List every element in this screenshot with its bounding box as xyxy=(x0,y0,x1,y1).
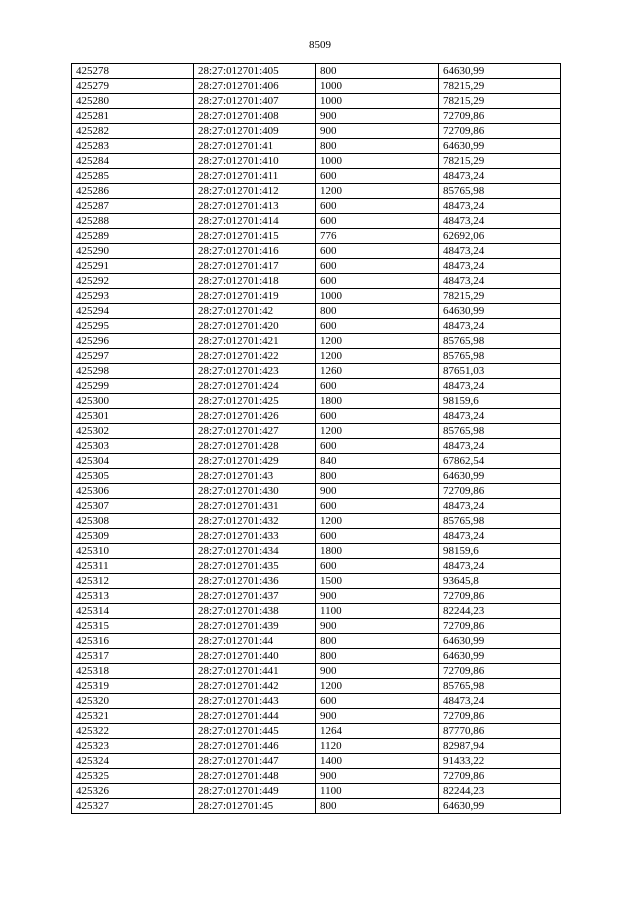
record-number-cell: 425318 xyxy=(72,664,194,679)
record-number-cell: 425280 xyxy=(72,94,194,109)
area-cell: 1000 xyxy=(316,154,439,169)
value-cell: 72709,86 xyxy=(439,619,561,634)
area-cell: 1800 xyxy=(316,394,439,409)
record-number-cell: 425312 xyxy=(72,574,194,589)
table-row xyxy=(72,79,561,94)
cadastral-number-cell: 28:27:012701:405 xyxy=(194,64,316,79)
area-cell: 900 xyxy=(316,109,439,124)
value-cell: 82244,23 xyxy=(439,604,561,619)
record-number-cell: 425311 xyxy=(72,559,194,574)
record-number-cell: 425289 xyxy=(72,229,194,244)
table-row xyxy=(72,124,561,139)
area-cell: 900 xyxy=(316,709,439,724)
table-row xyxy=(72,319,561,334)
cadastral-number-cell: 28:27:012701:446 xyxy=(194,739,316,754)
record-number-cell: 425323 xyxy=(72,739,194,754)
record-number-cell: 425301 xyxy=(72,409,194,424)
area-cell: 1000 xyxy=(316,94,439,109)
cadastral-number-cell: 28:27:012701:445 xyxy=(194,724,316,739)
value-cell: 64630,99 xyxy=(439,64,561,79)
table-row xyxy=(72,619,561,634)
table-row xyxy=(72,559,561,574)
area-cell: 1000 xyxy=(316,289,439,304)
value-cell: 85765,98 xyxy=(439,514,561,529)
cadastral-number-cell: 28:27:012701:45 xyxy=(194,799,316,814)
cadastral-number-cell: 28:27:012701:41 xyxy=(194,139,316,154)
record-number-cell: 425299 xyxy=(72,379,194,394)
cadastral-number-cell: 28:27:012701:418 xyxy=(194,274,316,289)
record-number-cell: 425293 xyxy=(72,289,194,304)
table-row xyxy=(72,184,561,199)
table-row xyxy=(72,499,561,514)
value-cell: 48473,24 xyxy=(439,559,561,574)
record-number-cell: 425279 xyxy=(72,79,194,94)
value-cell: 78215,29 xyxy=(439,79,561,94)
record-number-cell: 425300 xyxy=(72,394,194,409)
cadastral-number-cell: 28:27:012701:448 xyxy=(194,769,316,784)
cadastral-number-cell: 28:27:012701:416 xyxy=(194,244,316,259)
data-table xyxy=(71,63,561,814)
cadastral-number-cell: 28:27:012701:441 xyxy=(194,664,316,679)
area-cell: 600 xyxy=(316,244,439,259)
cadastral-number-cell: 28:27:012701:409 xyxy=(194,124,316,139)
area-cell: 800 xyxy=(316,304,439,319)
value-cell: 78215,29 xyxy=(439,94,561,109)
table-row xyxy=(72,589,561,604)
area-cell: 600 xyxy=(316,439,439,454)
value-cell: 48473,24 xyxy=(439,259,561,274)
area-cell: 800 xyxy=(316,64,439,79)
table-body xyxy=(72,64,561,814)
value-cell: 48473,24 xyxy=(439,499,561,514)
value-cell: 98159,6 xyxy=(439,394,561,409)
value-cell: 72709,86 xyxy=(439,769,561,784)
record-number-cell: 425314 xyxy=(72,604,194,619)
cadastral-number-cell: 28:27:012701:437 xyxy=(194,589,316,604)
cadastral-number-cell: 28:27:012701:436 xyxy=(194,574,316,589)
cadastral-number-cell: 28:27:012701:438 xyxy=(194,604,316,619)
value-cell: 82244,23 xyxy=(439,784,561,799)
value-cell: 48473,24 xyxy=(439,319,561,334)
table-row xyxy=(72,799,561,814)
area-cell: 1500 xyxy=(316,574,439,589)
cadastral-number-cell: 28:27:012701:42 xyxy=(194,304,316,319)
area-cell: 800 xyxy=(316,139,439,154)
record-number-cell: 425287 xyxy=(72,199,194,214)
value-cell: 64630,99 xyxy=(439,469,561,484)
record-number-cell: 425290 xyxy=(72,244,194,259)
value-cell: 72709,86 xyxy=(439,709,561,724)
cadastral-number-cell: 28:27:012701:420 xyxy=(194,319,316,334)
value-cell: 64630,99 xyxy=(439,139,561,154)
value-cell: 48473,24 xyxy=(439,214,561,229)
record-number-cell: 425295 xyxy=(72,319,194,334)
record-number-cell: 425294 xyxy=(72,304,194,319)
record-number-cell: 425298 xyxy=(72,364,194,379)
table-row xyxy=(72,634,561,649)
table-row xyxy=(72,739,561,754)
area-cell: 800 xyxy=(316,634,439,649)
cadastral-number-cell: 28:27:012701:430 xyxy=(194,484,316,499)
area-cell: 1260 xyxy=(316,364,439,379)
area-cell: 600 xyxy=(316,199,439,214)
value-cell: 85765,98 xyxy=(439,679,561,694)
record-number-cell: 425313 xyxy=(72,589,194,604)
cadastral-number-cell: 28:27:012701:428 xyxy=(194,439,316,454)
area-cell: 1200 xyxy=(316,679,439,694)
record-number-cell: 425327 xyxy=(72,799,194,814)
cadastral-number-cell: 28:27:012701:417 xyxy=(194,259,316,274)
table-row xyxy=(72,754,561,769)
area-cell: 600 xyxy=(316,379,439,394)
cadastral-number-cell: 28:27:012701:440 xyxy=(194,649,316,664)
value-cell: 64630,99 xyxy=(439,649,561,664)
table-row xyxy=(72,244,561,259)
value-cell: 93645,8 xyxy=(439,574,561,589)
record-number-cell: 425317 xyxy=(72,649,194,664)
table-row xyxy=(72,544,561,559)
area-cell: 840 xyxy=(316,454,439,469)
cadastral-number-cell: 28:27:012701:414 xyxy=(194,214,316,229)
record-number-cell: 425319 xyxy=(72,679,194,694)
cadastral-number-cell: 28:27:012701:406 xyxy=(194,79,316,94)
cadastral-number-cell: 28:27:012701:447 xyxy=(194,754,316,769)
area-cell: 600 xyxy=(316,169,439,184)
record-number-cell: 425310 xyxy=(72,544,194,559)
area-cell: 600 xyxy=(316,214,439,229)
cadastral-number-cell: 28:27:012701:431 xyxy=(194,499,316,514)
area-cell: 600 xyxy=(316,694,439,709)
table-row xyxy=(72,64,561,79)
table-row xyxy=(72,769,561,784)
table-row xyxy=(72,334,561,349)
value-cell: 64630,99 xyxy=(439,634,561,649)
cadastral-number-cell: 28:27:012701:410 xyxy=(194,154,316,169)
area-cell: 800 xyxy=(316,799,439,814)
area-cell: 900 xyxy=(316,124,439,139)
record-number-cell: 425321 xyxy=(72,709,194,724)
record-number-cell: 425291 xyxy=(72,259,194,274)
value-cell: 87770,86 xyxy=(439,724,561,739)
area-cell: 600 xyxy=(316,409,439,424)
record-number-cell: 425281 xyxy=(72,109,194,124)
cadastral-number-cell: 28:27:012701:433 xyxy=(194,529,316,544)
record-number-cell: 425297 xyxy=(72,349,194,364)
record-number-cell: 425307 xyxy=(72,499,194,514)
table-row xyxy=(72,154,561,169)
record-number-cell: 425288 xyxy=(72,214,194,229)
area-cell: 600 xyxy=(316,319,439,334)
value-cell: 72709,86 xyxy=(439,589,561,604)
area-cell: 1264 xyxy=(316,724,439,739)
table-row xyxy=(72,724,561,739)
cadastral-number-cell: 28:27:012701:424 xyxy=(194,379,316,394)
value-cell: 48473,24 xyxy=(439,199,561,214)
cadastral-number-cell: 28:27:012701:427 xyxy=(194,424,316,439)
record-number-cell: 425308 xyxy=(72,514,194,529)
cadastral-number-cell: 28:27:012701:415 xyxy=(194,229,316,244)
table-row xyxy=(72,109,561,124)
area-cell: 1100 xyxy=(316,604,439,619)
area-cell: 1100 xyxy=(316,784,439,799)
value-cell: 72709,86 xyxy=(439,484,561,499)
value-cell: 48473,24 xyxy=(439,529,561,544)
table-row xyxy=(72,139,561,154)
record-number-cell: 425305 xyxy=(72,469,194,484)
area-cell: 1200 xyxy=(316,184,439,199)
cadastral-number-cell: 28:27:012701:423 xyxy=(194,364,316,379)
table-row xyxy=(72,529,561,544)
value-cell: 48473,24 xyxy=(439,244,561,259)
value-cell: 98159,6 xyxy=(439,544,561,559)
record-number-cell: 425285 xyxy=(72,169,194,184)
table-row xyxy=(72,784,561,799)
record-number-cell: 425322 xyxy=(72,724,194,739)
record-number-cell: 425278 xyxy=(72,64,194,79)
page-number: 8509 xyxy=(309,39,331,51)
area-cell: 1800 xyxy=(316,544,439,559)
table-row xyxy=(72,409,561,424)
cadastral-number-cell: 28:27:012701:413 xyxy=(194,199,316,214)
table-row xyxy=(72,199,561,214)
table-row xyxy=(72,214,561,229)
value-cell: 64630,99 xyxy=(439,799,561,814)
area-cell: 600 xyxy=(316,559,439,574)
area-cell: 600 xyxy=(316,274,439,289)
value-cell: 85765,98 xyxy=(439,349,561,364)
table-row xyxy=(72,394,561,409)
value-cell: 62692,06 xyxy=(439,229,561,244)
value-cell: 64630,99 xyxy=(439,304,561,319)
record-number-cell: 425296 xyxy=(72,334,194,349)
table-row xyxy=(72,349,561,364)
cadastral-number-cell: 28:27:012701:419 xyxy=(194,289,316,304)
cadastral-number-cell: 28:27:012701:425 xyxy=(194,394,316,409)
cadastral-number-cell: 28:27:012701:44 xyxy=(194,634,316,649)
table-row xyxy=(72,664,561,679)
cadastral-number-cell: 28:27:012701:449 xyxy=(194,784,316,799)
table-row xyxy=(72,649,561,664)
cadastral-number-cell: 28:27:012701:439 xyxy=(194,619,316,634)
cadastral-number-cell: 28:27:012701:443 xyxy=(194,694,316,709)
area-cell: 1200 xyxy=(316,334,439,349)
value-cell: 72709,86 xyxy=(439,109,561,124)
value-cell: 78215,29 xyxy=(439,154,561,169)
area-cell: 1200 xyxy=(316,424,439,439)
area-cell: 900 xyxy=(316,484,439,499)
record-number-cell: 425286 xyxy=(72,184,194,199)
table-row xyxy=(72,439,561,454)
cadastral-number-cell: 28:27:012701:411 xyxy=(194,169,316,184)
table-row xyxy=(72,424,561,439)
value-cell: 85765,98 xyxy=(439,424,561,439)
value-cell: 48473,24 xyxy=(439,169,561,184)
cadastral-number-cell: 28:27:012701:444 xyxy=(194,709,316,724)
area-cell: 900 xyxy=(316,619,439,634)
table-row xyxy=(72,679,561,694)
record-number-cell: 425324 xyxy=(72,754,194,769)
record-number-cell: 425326 xyxy=(72,784,194,799)
cadastral-number-cell: 28:27:012701:412 xyxy=(194,184,316,199)
table-row xyxy=(72,574,561,589)
cadastral-number-cell: 28:27:012701:429 xyxy=(194,454,316,469)
table-row xyxy=(72,694,561,709)
area-cell: 900 xyxy=(316,664,439,679)
record-number-cell: 425292 xyxy=(72,274,194,289)
area-cell: 1200 xyxy=(316,514,439,529)
cadastral-number-cell: 28:27:012701:432 xyxy=(194,514,316,529)
value-cell: 85765,98 xyxy=(439,184,561,199)
area-cell: 600 xyxy=(316,499,439,514)
cadastral-number-cell: 28:27:012701:434 xyxy=(194,544,316,559)
value-cell: 82987,94 xyxy=(439,739,561,754)
area-cell: 800 xyxy=(316,649,439,664)
record-number-cell: 425306 xyxy=(72,484,194,499)
record-number-cell: 425284 xyxy=(72,154,194,169)
cadastral-number-cell: 28:27:012701:422 xyxy=(194,349,316,364)
record-number-cell: 425304 xyxy=(72,454,194,469)
value-cell: 85765,98 xyxy=(439,334,561,349)
value-cell: 48473,24 xyxy=(439,379,561,394)
record-number-cell: 425303 xyxy=(72,439,194,454)
table-row xyxy=(72,514,561,529)
cadastral-number-cell: 28:27:012701:421 xyxy=(194,334,316,349)
area-cell: 900 xyxy=(316,589,439,604)
record-number-cell: 425316 xyxy=(72,634,194,649)
area-cell: 1400 xyxy=(316,754,439,769)
cadastral-number-cell: 28:27:012701:426 xyxy=(194,409,316,424)
area-cell: 600 xyxy=(316,529,439,544)
table-row xyxy=(72,364,561,379)
area-cell: 600 xyxy=(316,259,439,274)
table-row xyxy=(72,379,561,394)
area-cell: 1120 xyxy=(316,739,439,754)
value-cell: 67862,54 xyxy=(439,454,561,469)
table-row xyxy=(72,709,561,724)
table-row xyxy=(72,604,561,619)
value-cell: 87651,03 xyxy=(439,364,561,379)
record-number-cell: 425283 xyxy=(72,139,194,154)
table-row xyxy=(72,454,561,469)
area-cell: 1000 xyxy=(316,79,439,94)
value-cell: 48473,24 xyxy=(439,694,561,709)
area-cell: 776 xyxy=(316,229,439,244)
table-row xyxy=(72,469,561,484)
value-cell: 91433,22 xyxy=(439,754,561,769)
record-number-cell: 425302 xyxy=(72,424,194,439)
cadastral-number-cell: 28:27:012701:407 xyxy=(194,94,316,109)
table-row xyxy=(72,289,561,304)
record-number-cell: 425325 xyxy=(72,769,194,784)
table-row xyxy=(72,484,561,499)
value-cell: 72709,86 xyxy=(439,664,561,679)
value-cell: 78215,29 xyxy=(439,289,561,304)
value-cell: 48473,24 xyxy=(439,274,561,289)
area-cell: 900 xyxy=(316,769,439,784)
table-row xyxy=(72,229,561,244)
value-cell: 48473,24 xyxy=(439,439,561,454)
cadastral-number-cell: 28:27:012701:408 xyxy=(194,109,316,124)
table-row xyxy=(72,259,561,274)
record-number-cell: 425320 xyxy=(72,694,194,709)
value-cell: 48473,24 xyxy=(439,409,561,424)
record-number-cell: 425282 xyxy=(72,124,194,139)
table-row xyxy=(72,304,561,319)
table-row xyxy=(72,94,561,109)
table-row xyxy=(72,169,561,184)
cadastral-number-cell: 28:27:012701:435 xyxy=(194,559,316,574)
area-cell: 800 xyxy=(316,469,439,484)
area-cell: 1200 xyxy=(316,349,439,364)
table-row xyxy=(72,274,561,289)
record-number-cell: 425315 xyxy=(72,619,194,634)
cadastral-number-cell: 28:27:012701:43 xyxy=(194,469,316,484)
cadastral-number-cell: 28:27:012701:442 xyxy=(194,679,316,694)
value-cell: 72709,86 xyxy=(439,124,561,139)
record-number-cell: 425309 xyxy=(72,529,194,544)
